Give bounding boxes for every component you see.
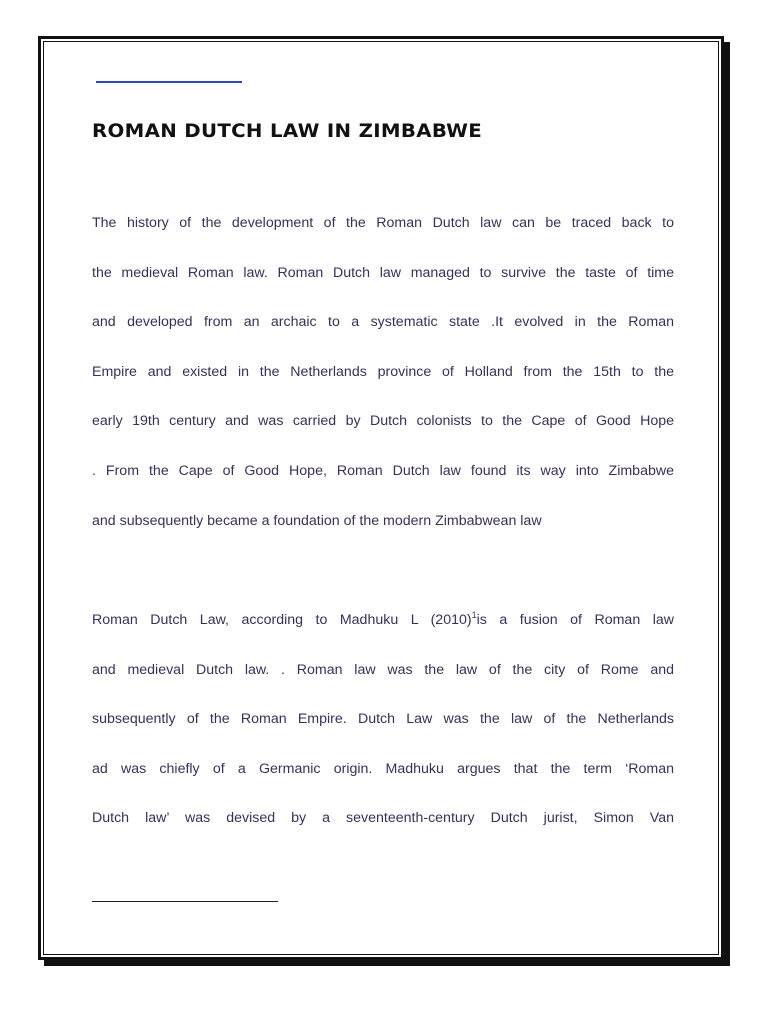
footnote-separator [92, 901, 278, 902]
paragraph-line: Dutch law’ was devised by a seventeenth-century Dutch jurist, Simon Van [92, 810, 674, 827]
paragraph-line: early 19th century and was carried by Dutch colonists to the Cape of Good Hope [92, 413, 674, 430]
paragraph-line: the medieval Roman law. Roman Dutch law managed to survive the taste of time [92, 264, 674, 281]
paragraph-line: The history of the development of the Roman Dutch law can be traced back to [92, 215, 674, 231]
paragraph-history [92, 199, 674, 546]
paragraph-line: ad was chiefly of a Germanic origin. Madhuku argues that the term ‘Roman [92, 760, 674, 777]
paragraph-line: Empire and existed in the Netherlands province of Holland from the 15th to the [92, 363, 674, 380]
paragraph-line: and medieval Dutch law. . Roman law was the law of the city of Rome and [92, 661, 674, 678]
document-title: ROMAN DUTCH LAW IN ZIMBABWE [92, 120, 483, 142]
paragraph-line: and developed from an archaic to a systematic state .It evolved in the Roman [92, 314, 674, 331]
paragraph-line [92, 596, 674, 646]
line-text: Roman Dutch Law, according to Madhuku L (2010) [92, 612, 472, 628]
line-text: is a fusion of Roman law [476, 612, 674, 628]
paragraph-line: and subsequently became a foundation of the modern Zimbabwean law [92, 512, 542, 529]
paragraph-line: . From the Cape of Good Hope, Roman Dutch law found its way into Zimbabwe [92, 462, 674, 479]
paragraph-definition [92, 596, 674, 844]
header-link-rule [96, 81, 242, 83]
paragraph-line: subsequently of the Roman Empire. Dutch Law was the law of the Netherlands [92, 711, 674, 728]
footnote-reference[interactable]: 1 [471, 610, 477, 620]
